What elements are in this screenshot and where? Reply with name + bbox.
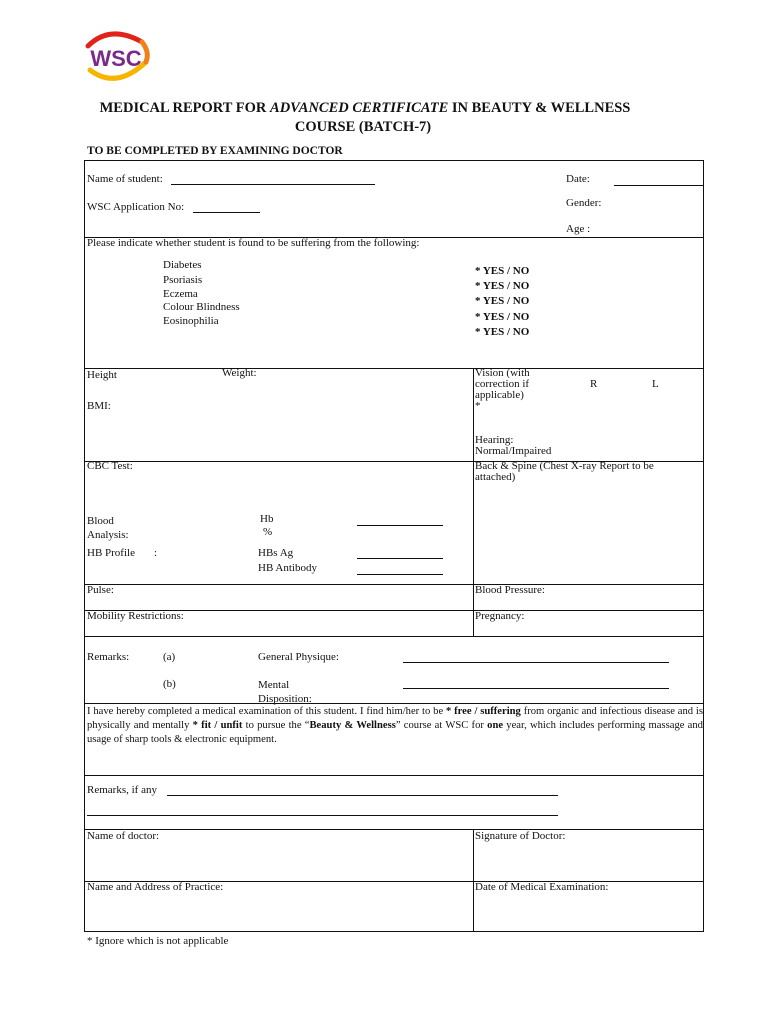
title-suffix: IN BEAUTY & WELLNESS: [448, 100, 631, 116]
condition-eosinophilia: Eosinophilia: [163, 315, 219, 327]
declaration-part: I have hereby completed a medical examination of this student. I find him/her to be: [87, 706, 446, 717]
conditions-intro: Please indicate whether student is found to be suffering from the following:: [87, 237, 420, 249]
hbs-ag-field[interactable]: [357, 558, 443, 559]
declaration-part: year, which includes performing massage and usage of sharp tools & electronic equipment.: [87, 720, 703, 745]
application-no-field[interactable]: [193, 212, 260, 213]
back-spine-line2: attached): [475, 471, 516, 483]
page-subtitle: TO BE COMPLETED BY EXAMINING DOCTOR: [87, 145, 343, 157]
back-spine-label: [475, 461, 654, 483]
condition-eczema: Eczema: [163, 288, 198, 300]
condition-diabetes: Diabetes: [163, 259, 202, 271]
duration-one: one: [487, 720, 504, 731]
remarks-a: (a): [163, 651, 176, 663]
wsc-logo: [80, 28, 152, 84]
remarks-if-any-field-2[interactable]: [87, 815, 558, 816]
row-divider: [84, 829, 704, 830]
row-divider: [84, 584, 704, 585]
column-divider: [473, 368, 474, 636]
practice-address-label: Name and Address of Practice:: [87, 881, 224, 893]
mental-line1: Mental: [258, 679, 290, 691]
row-divider: [84, 703, 704, 704]
gender-label: Gender:: [566, 197, 602, 209]
age-label: Age :: [566, 223, 591, 235]
yes-no-psoriasis[interactable]: * YES / NO: [475, 280, 530, 292]
hb-antibody-field[interactable]: [357, 574, 443, 575]
mental-disposition-field[interactable]: [403, 688, 669, 689]
hearing-line1: Hearing:: [475, 434, 514, 446]
logo-mark: [80, 28, 152, 84]
title-italic: ADVANCED CERTIFICATE: [270, 100, 449, 116]
hearing-label: [475, 435, 551, 457]
remarks-if-any-field[interactable]: [167, 795, 558, 796]
hb-percent: %: [263, 526, 273, 538]
declaration-part: from organic and infectious disease and is physically and mentally: [87, 706, 703, 731]
declaration-part: to pursue the “: [242, 720, 310, 731]
height-label: Height: [87, 369, 117, 381]
yes-no-colour-blindness[interactable]: * YES / NO: [475, 311, 530, 323]
row-divider: [84, 775, 704, 776]
blood-pressure-label: Blood Pressure:: [475, 584, 545, 596]
row-divider: [84, 368, 704, 369]
doctor-name-label: Name of doctor:: [87, 830, 160, 842]
condition-psoriasis: Psoriasis: [163, 274, 203, 286]
student-name-label: Name of student:: [87, 173, 163, 185]
hb-label: Hb: [260, 513, 274, 525]
yes-no-diabetes[interactable]: * YES / NO: [475, 265, 530, 277]
general-physique-field[interactable]: [403, 662, 669, 663]
logo-text: WSC: [90, 46, 142, 71]
mental-line2: Disposition:: [258, 693, 312, 705]
pregnancy-label: Pregnancy:: [475, 610, 525, 622]
remarks-label: Remarks:: [87, 651, 130, 663]
page-title: [0, 100, 768, 117]
mobility-label: Mobility Restrictions:: [87, 610, 184, 622]
hb-antibody-label: HB Antibody: [258, 562, 317, 574]
hbs-ag-label: HBs Ag: [258, 547, 294, 559]
vision-line2: correction if: [475, 378, 530, 390]
free-suffering-choice[interactable]: * free / suffering: [446, 706, 521, 717]
general-physique-label: General Physique:: [258, 651, 339, 663]
vision-label: [475, 368, 530, 412]
date-label: Date:: [566, 173, 590, 185]
pulse-label: Pulse:: [87, 584, 114, 596]
date-field[interactable]: [614, 185, 704, 186]
remarks-if-any-label: Remarks, if any: [87, 784, 157, 796]
bmi-label: BMI:: [87, 400, 111, 412]
student-name-field[interactable]: [171, 184, 375, 185]
vision-line3: applicable): [475, 389, 524, 401]
mental-disposition-label: [258, 678, 312, 706]
declaration-text: [87, 705, 703, 747]
blood-line1: Blood: [87, 515, 114, 527]
exam-date-label: Date of Medical Examination:: [475, 881, 609, 893]
vision-asterisk: *: [475, 400, 481, 412]
declaration-part: ” course at WSC for: [395, 720, 488, 731]
vision-right-label: R: [590, 378, 598, 390]
title-prefix: MEDICAL REPORT FOR: [99, 100, 271, 116]
yes-no-eczema[interactable]: * YES / NO: [475, 295, 530, 307]
yes-no-eosinophilia[interactable]: * YES / NO: [475, 326, 530, 338]
application-no-label: WSC Application No:: [87, 201, 185, 213]
weight-label: Weight:: [222, 367, 257, 379]
cbc-test-label: CBC Test:: [87, 460, 133, 472]
page-title-line2: COURSE (BATCH-7): [294, 119, 432, 135]
hb-profile-colon: :: [154, 547, 158, 559]
course-name: Beauty & Wellness: [309, 720, 396, 731]
blood-analysis-label: [87, 514, 129, 542]
doctor-signature-label: Signature of Doctor:: [475, 830, 566, 842]
column-divider: [473, 829, 474, 932]
vision-left-label: L: [652, 378, 659, 390]
fit-unfit-choice[interactable]: * fit / unfit: [192, 720, 243, 731]
hb-profile-label: HB Profile: [87, 547, 135, 559]
blood-line2: Analysis:: [87, 529, 129, 541]
hb-field[interactable]: [357, 525, 443, 526]
footnote: * Ignore which is not applicable: [87, 935, 229, 947]
vision-line1: Vision (with: [475, 367, 530, 379]
row-divider: [84, 636, 704, 637]
remarks-b: (b): [163, 678, 176, 690]
condition-colour-blindness: Colour Blindness: [163, 301, 240, 313]
back-spine-line1: Back & Spine (Chest X-ray Report to be: [475, 460, 654, 472]
hearing-line2: Normal/Impaired: [475, 445, 552, 457]
